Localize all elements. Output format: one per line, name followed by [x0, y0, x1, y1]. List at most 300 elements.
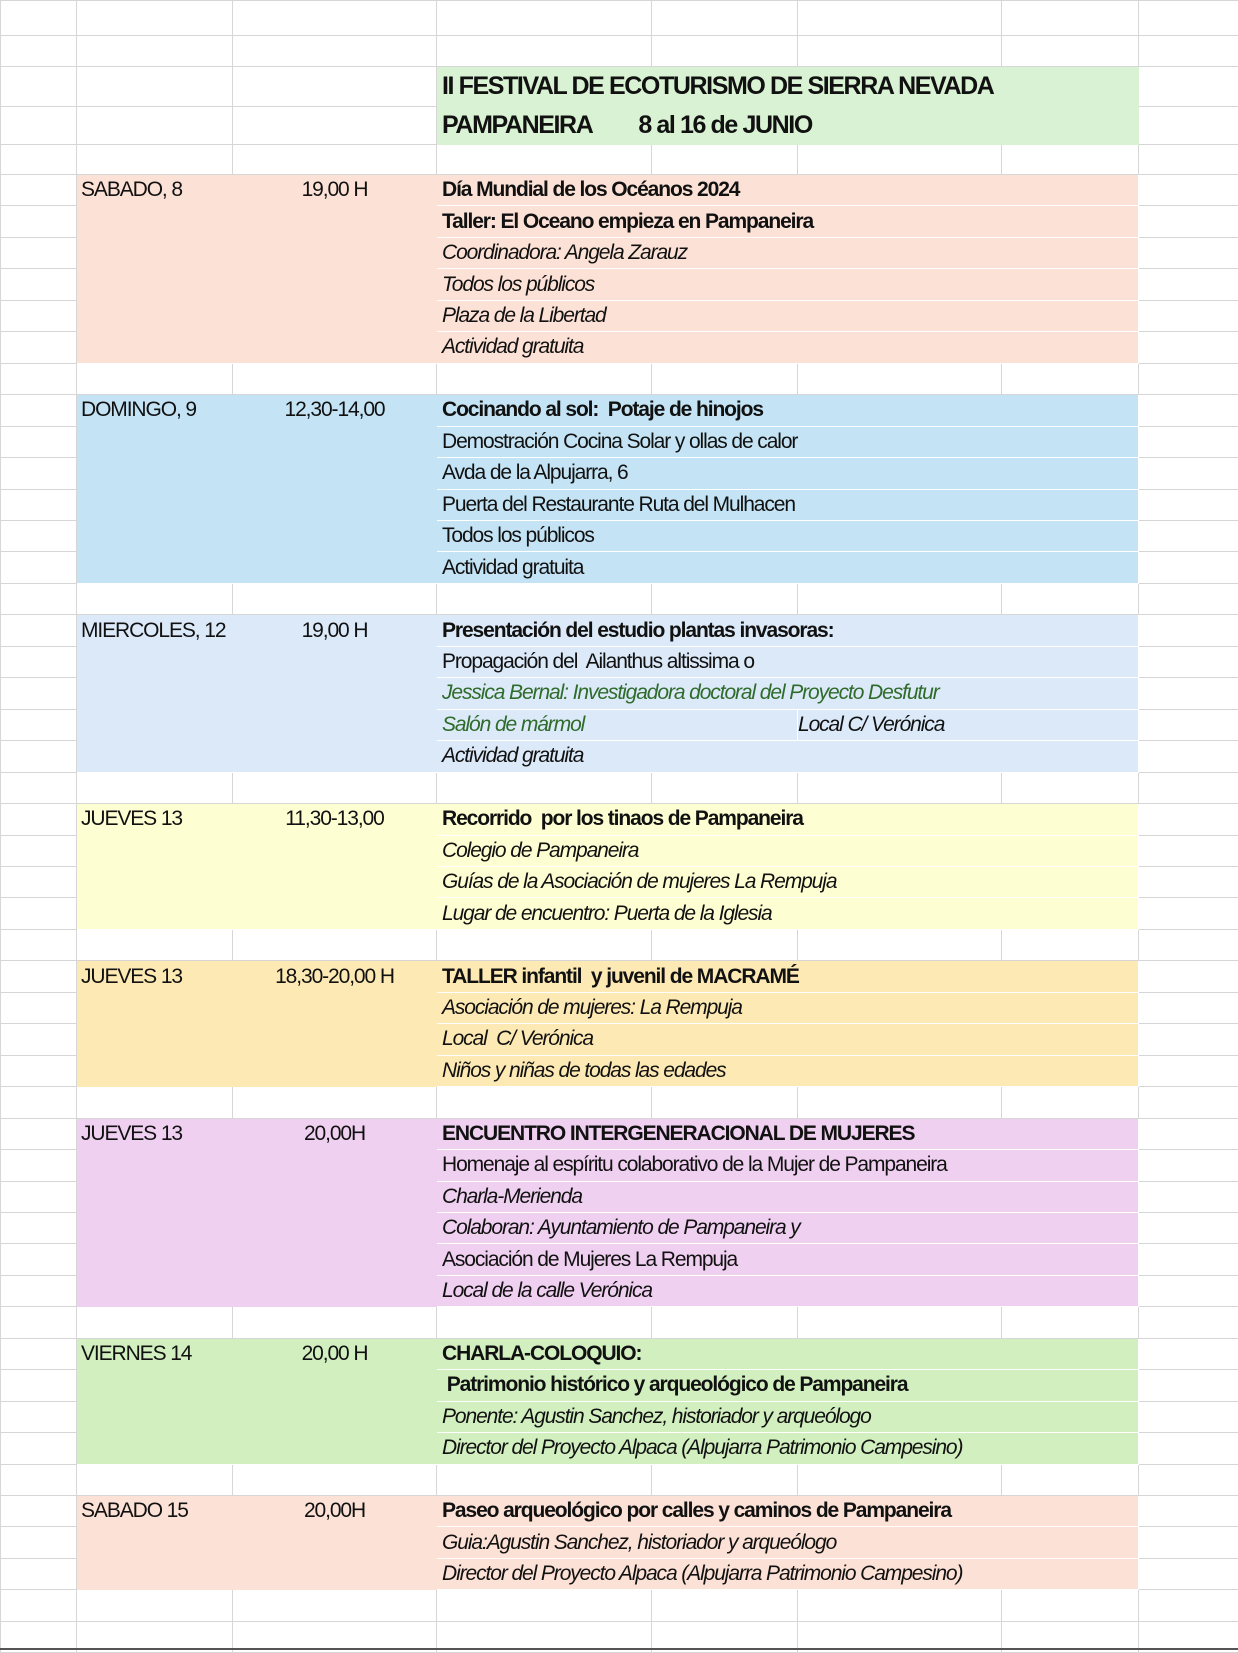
cell[interactable]: [798, 583, 1002, 614]
cell[interactable]: [1139, 804, 1238, 835]
event-time[interactable]: [233, 426, 437, 457]
event-day[interactable]: MIERCOLES, 12: [77, 615, 233, 646]
cell[interactable]: [1139, 835, 1238, 866]
event-time[interactable]: [233, 1275, 437, 1306]
event-day[interactable]: [77, 552, 233, 583]
cell[interactable]: [652, 1464, 798, 1495]
event-time[interactable]: [233, 866, 437, 897]
cell[interactable]: [233, 583, 437, 614]
cell[interactable]: [652, 36, 798, 67]
event-time[interactable]: [233, 332, 437, 363]
cell[interactable]: [1, 175, 77, 206]
festival-subtitle[interactable]: [437, 107, 1139, 145]
event-time[interactable]: 19,00 H: [233, 175, 437, 206]
cell[interactable]: [1, 898, 77, 929]
event-title[interactable]: Cocinando al sol: Potaje de hinojos: [437, 395, 1139, 426]
cell[interactable]: [1139, 678, 1238, 709]
cell[interactable]: [77, 145, 233, 175]
event-row: [1, 269, 1238, 300]
event-time[interactable]: [233, 898, 437, 929]
cell[interactable]: [1, 1212, 77, 1243]
cell[interactable]: [1, 615, 77, 646]
cell[interactable]: [1, 363, 77, 394]
cell[interactable]: [1139, 1087, 1238, 1118]
cell[interactable]: [1139, 426, 1238, 457]
cell[interactable]: [798, 772, 1002, 803]
cell[interactable]: [1, 395, 77, 426]
cell[interactable]: [233, 363, 437, 394]
cell[interactable]: [1, 1496, 77, 1527]
cell[interactable]: [1139, 145, 1238, 175]
cell[interactable]: [1, 1024, 77, 1055]
sheet-bottom-border: [0, 1648, 1238, 1650]
event-time[interactable]: 20,00 H: [233, 1338, 437, 1369]
cell[interactable]: [1, 1370, 77, 1401]
festival-title[interactable]: [437, 67, 1139, 107]
cell[interactable]: [1139, 866, 1238, 897]
event-day[interactable]: [77, 1401, 233, 1432]
cell[interactable]: [233, 1087, 437, 1118]
cell[interactable]: [77, 583, 233, 614]
cell[interactable]: [1002, 145, 1139, 175]
event-detail-line[interactable]: Actividad gratuita: [437, 741, 1139, 772]
event-day[interactable]: VIERNES 14: [77, 1338, 233, 1369]
cell[interactable]: [1002, 929, 1139, 960]
event-day[interactable]: [77, 898, 233, 929]
event-time[interactable]: [233, 1401, 437, 1432]
cell[interactable]: [1, 1, 77, 36]
cell[interactable]: [1139, 992, 1238, 1023]
cell[interactable]: [1139, 1307, 1238, 1338]
cell[interactable]: [652, 583, 798, 614]
cell[interactable]: [1139, 552, 1238, 583]
event-time[interactable]: [233, 237, 437, 268]
event-detail-line[interactable]: Actividad gratuita: [437, 552, 1139, 583]
cell[interactable]: [1, 520, 77, 551]
cell[interactable]: [1139, 1275, 1238, 1306]
cell[interactable]: [1139, 1, 1238, 36]
cell[interactable]: [437, 36, 652, 67]
event-day[interactable]: [77, 678, 233, 709]
cell[interactable]: [1, 709, 77, 740]
event-day[interactable]: SABADO, 8: [77, 175, 233, 206]
event-time[interactable]: [233, 1055, 437, 1086]
cell[interactable]: [1, 206, 77, 237]
event-day[interactable]: SABADO 15: [77, 1496, 233, 1527]
cell[interactable]: [1002, 1, 1139, 36]
cell[interactable]: [1, 237, 77, 268]
cell[interactable]: [1, 1558, 77, 1589]
cell[interactable]: [1139, 1118, 1238, 1149]
event-time[interactable]: 20,00H: [233, 1118, 437, 1149]
event-time[interactable]: 20,00H: [233, 1496, 437, 1527]
cell[interactable]: [1, 1181, 77, 1212]
cell[interactable]: [77, 36, 233, 67]
event-row: [1, 646, 1238, 677]
event-title[interactable]: Paseo arqueológico por calles y caminos de Pampaneira: [437, 1496, 1139, 1527]
cell[interactable]: [1, 552, 77, 583]
cell[interactable]: [1, 67, 77, 107]
event-day[interactable]: [77, 489, 233, 520]
cell[interactable]: [1, 1527, 77, 1558]
cell[interactable]: [1, 1433, 77, 1464]
cell[interactable]: [1139, 1150, 1238, 1181]
cell[interactable]: [1, 36, 77, 67]
event-time[interactable]: [233, 1370, 437, 1401]
cell[interactable]: [1002, 363, 1139, 394]
cell[interactable]: [1, 1401, 77, 1432]
cell[interactable]: [233, 929, 437, 960]
cell[interactable]: [1139, 489, 1238, 520]
event-day[interactable]: [77, 1527, 233, 1558]
cell[interactable]: [1002, 1087, 1139, 1118]
cell[interactable]: [1139, 1244, 1238, 1275]
event-time[interactable]: [233, 678, 437, 709]
cell[interactable]: [652, 145, 798, 175]
cell[interactable]: [437, 1307, 652, 1338]
cell[interactable]: [1, 1055, 77, 1086]
cell[interactable]: [1, 804, 77, 835]
event-day[interactable]: [77, 1181, 233, 1212]
event-detail-line[interactable]: Local C/ Verónica: [437, 1024, 1139, 1055]
event-detail-line[interactable]: Avda de la Alpujarra, 6: [437, 458, 1139, 489]
cell[interactable]: [1139, 1527, 1238, 1558]
cell[interactable]: [77, 1464, 233, 1495]
cell[interactable]: [1139, 395, 1238, 426]
event-row: [1, 1496, 1238, 1527]
cell[interactable]: [1, 1150, 77, 1181]
event-row: [1, 458, 1238, 489]
event-time[interactable]: [233, 1150, 437, 1181]
event-time[interactable]: [233, 1181, 437, 1212]
event-time[interactable]: [233, 992, 437, 1023]
event-row: [1, 804, 1238, 835]
cell[interactable]: [1139, 646, 1238, 677]
event-day[interactable]: [77, 992, 233, 1023]
cell[interactable]: [1139, 1181, 1238, 1212]
cell[interactable]: [652, 1307, 798, 1338]
cell[interactable]: [1139, 269, 1238, 300]
cell[interactable]: [1, 866, 77, 897]
event-detail-line[interactable]: Director del Proyecto Alpaca (Alpujarra Patrimonio Campesino): [437, 1433, 1139, 1464]
event-detail-line[interactable]: Homenaje al espíritu colaborativo de la Mujer de Pampaneira: [437, 1150, 1139, 1181]
event-time[interactable]: [233, 206, 437, 237]
cell[interactable]: [233, 1590, 437, 1621]
cell[interactable]: [1, 929, 77, 960]
event-detail-line[interactable]: Demostración Cocina Solar y ollas de calor: [437, 426, 1139, 457]
event-title[interactable]: Día Mundial de los Océanos 2024: [437, 175, 1139, 206]
cell[interactable]: [77, 1590, 233, 1621]
cell[interactable]: [1139, 520, 1238, 551]
cell[interactable]: [437, 1, 652, 36]
cell[interactable]: [1139, 961, 1238, 992]
event-day[interactable]: [77, 741, 233, 772]
event-day[interactable]: JUEVES 13: [77, 804, 233, 835]
cell[interactable]: [77, 1, 233, 36]
event-detail-line[interactable]: Taller: El Oceano empieza en Pampaneira: [437, 206, 1139, 237]
event-day[interactable]: [77, 520, 233, 551]
event-detail-line[interactable]: Actividad gratuita: [437, 332, 1139, 363]
cell[interactable]: [1139, 1338, 1238, 1369]
cell[interactable]: [1139, 175, 1238, 206]
event-detail-line[interactable]: Colaboran: Ayuntamiento de Pampaneira y: [437, 1212, 1139, 1243]
cell[interactable]: [437, 772, 652, 803]
cell[interactable]: [1002, 772, 1139, 803]
event-day[interactable]: DOMINGO, 9: [77, 395, 233, 426]
event-time[interactable]: [233, 552, 437, 583]
cell[interactable]: [1139, 67, 1238, 107]
event-detail-line[interactable]: Niños y niñas de todas las edades: [437, 1055, 1139, 1086]
event-detail-line[interactable]: Guías de la Asociación de mujeres La Rempuja: [437, 866, 1139, 897]
cell[interactable]: [1002, 1590, 1139, 1621]
event-day[interactable]: [77, 332, 233, 363]
cell[interactable]: [1139, 107, 1238, 145]
event-time[interactable]: [233, 489, 437, 520]
cell[interactable]: [798, 1307, 1002, 1338]
cell[interactable]: [77, 363, 233, 394]
cell[interactable]: [233, 772, 437, 803]
cell[interactable]: [1, 107, 77, 145]
cell[interactable]: [1002, 583, 1139, 614]
cell[interactable]: [1139, 36, 1238, 67]
cell[interactable]: [1, 741, 77, 772]
cell[interactable]: [233, 1307, 437, 1338]
cell[interactable]: [1, 332, 77, 363]
cell[interactable]: [77, 772, 233, 803]
cell[interactable]: [1139, 772, 1238, 803]
cell[interactable]: [1139, 1464, 1238, 1495]
event-day[interactable]: [77, 206, 233, 237]
event-detail-line[interactable]: Lugar de encuentro: Puerta de la Iglesia: [437, 898, 1139, 929]
event-day[interactable]: JUEVES 13: [77, 961, 233, 992]
cell[interactable]: [652, 929, 798, 960]
event-day[interactable]: [77, 1370, 233, 1401]
cell[interactable]: [1, 426, 77, 457]
event-title[interactable]: ENCUENTRO INTERGENERACIONAL DE MUJERES: [437, 1118, 1139, 1149]
event-time[interactable]: [233, 520, 437, 551]
event-day[interactable]: [77, 709, 233, 740]
event-time[interactable]: [233, 1558, 437, 1589]
cell[interactable]: [1139, 929, 1238, 960]
cell[interactable]: [798, 1087, 1002, 1118]
event-time[interactable]: [233, 1212, 437, 1243]
cell[interactable]: [652, 1087, 798, 1118]
cell[interactable]: [1, 1118, 77, 1149]
event-detail-line[interactable]: Plaza de la Libertad: [437, 300, 1139, 331]
cell[interactable]: [798, 1, 1002, 36]
cell[interactable]: [1, 300, 77, 331]
event-day[interactable]: [77, 866, 233, 897]
event-location[interactable]: Local C/ Verónica: [798, 709, 1139, 740]
cell[interactable]: [1139, 300, 1238, 331]
cell[interactable]: [1, 489, 77, 520]
event-detail-line[interactable]: Salón de mármol: [437, 709, 798, 740]
cell[interactable]: [652, 772, 798, 803]
cell[interactable]: [1002, 1464, 1139, 1495]
event-row: [1, 1181, 1238, 1212]
event-time[interactable]: 11,30-13,00: [233, 804, 437, 835]
cell[interactable]: [652, 363, 798, 394]
event-day[interactable]: [77, 1212, 233, 1243]
event-day[interactable]: [77, 835, 233, 866]
cell[interactable]: [1139, 741, 1238, 772]
cell[interactable]: [437, 1087, 652, 1118]
cell[interactable]: [1139, 615, 1238, 646]
cell[interactable]: [77, 67, 233, 107]
event-time[interactable]: [233, 269, 437, 300]
cell[interactable]: [652, 1, 798, 36]
cell[interactable]: [1139, 458, 1238, 489]
event-day[interactable]: [77, 1024, 233, 1055]
event-detail-line[interactable]: Colegio de Pampaneira: [437, 835, 1139, 866]
event-detail-line[interactable]: Director del Proyecto Alpaca (Alpujarra Patrimonio Campesino): [437, 1558, 1139, 1589]
event-detail-line[interactable]: Asociación de mujeres: La Rempuja: [437, 992, 1139, 1023]
cell[interactable]: [1, 1464, 77, 1495]
event-time[interactable]: [233, 1024, 437, 1055]
event-time[interactable]: [233, 1433, 437, 1464]
cell[interactable]: [1139, 237, 1238, 268]
cell[interactable]: [798, 36, 1002, 67]
cell[interactable]: [1, 772, 77, 803]
cell[interactable]: [1139, 1590, 1238, 1621]
cell[interactable]: [233, 107, 437, 145]
event-day[interactable]: [77, 1150, 233, 1181]
cell[interactable]: [1139, 206, 1238, 237]
event-detail-line[interactable]: Asociación de Mujeres La Rempuja: [437, 1244, 1139, 1275]
event-day[interactable]: [77, 237, 233, 268]
cell[interactable]: [798, 1590, 1002, 1621]
cell[interactable]: [1, 835, 77, 866]
event-detail-line[interactable]: Local de la calle Verónica: [437, 1275, 1139, 1306]
cell[interactable]: [1139, 1370, 1238, 1401]
event-row: [1, 678, 1238, 709]
event-time[interactable]: [233, 1244, 437, 1275]
cell[interactable]: [1, 1338, 77, 1369]
event-day[interactable]: [77, 426, 233, 457]
event-time[interactable]: [233, 741, 437, 772]
cell[interactable]: [437, 1464, 652, 1495]
cell[interactable]: [798, 1464, 1002, 1495]
cell[interactable]: [1139, 898, 1238, 929]
cell[interactable]: [1, 646, 77, 677]
cell[interactable]: [1139, 1558, 1238, 1589]
event-detail-line[interactable]: Todos los públicos: [437, 520, 1139, 551]
event-time[interactable]: [233, 709, 437, 740]
cell[interactable]: [437, 1590, 652, 1621]
cell[interactable]: [1139, 1401, 1238, 1432]
cell[interactable]: [233, 1464, 437, 1495]
cell[interactable]: [77, 1087, 233, 1118]
event-time[interactable]: [233, 1527, 437, 1558]
event-day[interactable]: [77, 1275, 233, 1306]
cell[interactable]: [798, 929, 1002, 960]
cell[interactable]: [233, 36, 437, 67]
event-day[interactable]: [77, 1433, 233, 1464]
event-detail-line[interactable]: Todos los públicos: [437, 269, 1139, 300]
cell[interactable]: [1, 992, 77, 1023]
cell[interactable]: [77, 1307, 233, 1338]
cell[interactable]: [437, 583, 652, 614]
event-day[interactable]: [77, 1244, 233, 1275]
cell[interactable]: [1, 678, 77, 709]
event-detail-line[interactable]: Propagación del Ailanthus altissima o: [437, 646, 1139, 677]
event-day[interactable]: JUEVES 13: [77, 1118, 233, 1149]
cell[interactable]: [1, 1087, 77, 1118]
event-day[interactable]: [77, 646, 233, 677]
event-detail-line[interactable]: Coordinadora: Angela Zarauz: [437, 237, 1139, 268]
event-title[interactable]: TALLER infantil y juvenil de MACRAMÉ: [437, 961, 1139, 992]
event-time[interactable]: 12,30-14,00: [233, 395, 437, 426]
cell[interactable]: [652, 1590, 798, 1621]
cell[interactable]: [1, 583, 77, 614]
event-detail-line[interactable]: Ponente: Agustin Sanchez, historiador y arqueólogo: [437, 1401, 1139, 1432]
cell[interactable]: [1139, 709, 1238, 740]
cell[interactable]: [437, 145, 652, 175]
cell[interactable]: [1002, 1307, 1139, 1338]
cell[interactable]: [1002, 36, 1139, 67]
cell[interactable]: [233, 67, 437, 107]
event-detail-line[interactable]: Guia:Agustin Sanchez, historiador y arqueólogo: [437, 1527, 1139, 1558]
cell[interactable]: [1, 1307, 77, 1338]
cell[interactable]: [233, 145, 437, 175]
event-time[interactable]: 19,00 H: [233, 615, 437, 646]
cell[interactable]: [1, 1244, 77, 1275]
cell[interactable]: [77, 929, 233, 960]
cell[interactable]: [1139, 363, 1238, 394]
event-row: [1, 1401, 1238, 1432]
cell[interactable]: [77, 107, 233, 145]
event-time[interactable]: [233, 646, 437, 677]
event-detail-line[interactable]: Puerta del Restaurante Ruta del Mulhacen: [437, 489, 1139, 520]
event-detail-line[interactable]: Charla-Merienda: [437, 1181, 1139, 1212]
event-detail-line[interactable]: Patrimonio histórico y arqueológico de Pampaneira: [437, 1370, 1139, 1401]
cell[interactable]: [1139, 1496, 1238, 1527]
event-detail-line[interactable]: Jessica Bernal: Investigadora doctoral del Proyecto Desfutur: [437, 678, 1139, 709]
cell[interactable]: [798, 363, 1002, 394]
event-day[interactable]: [77, 300, 233, 331]
cell[interactable]: [1139, 1024, 1238, 1055]
cell[interactable]: [233, 1, 437, 36]
event-title[interactable]: Presentación del estudio plantas invasoras:: [437, 615, 1139, 646]
event-day[interactable]: [77, 1055, 233, 1086]
event-day[interactable]: [77, 458, 233, 489]
event-row: [1, 520, 1238, 551]
cell[interactable]: [1, 145, 77, 175]
cell[interactable]: [1139, 1055, 1238, 1086]
event-time[interactable]: [233, 458, 437, 489]
cell[interactable]: [1139, 1212, 1238, 1243]
event-day[interactable]: [77, 1558, 233, 1589]
cell[interactable]: [1139, 1433, 1238, 1464]
event-time[interactable]: [233, 835, 437, 866]
event-time[interactable]: [233, 300, 437, 331]
event-row: [1, 395, 1238, 426]
event-time[interactable]: 18,30-20,00 H: [233, 961, 437, 992]
cell[interactable]: [1139, 583, 1238, 614]
event-title[interactable]: CHARLA-COLOQUIO:: [437, 1338, 1139, 1369]
cell[interactable]: [437, 929, 652, 960]
cell[interactable]: [1, 961, 77, 992]
cell[interactable]: [1139, 332, 1238, 363]
cell[interactable]: [1, 1590, 77, 1621]
event-title[interactable]: Recorrido por los tinaos de Pampaneira: [437, 804, 1139, 835]
cell[interactable]: [1, 1275, 77, 1306]
cell[interactable]: [1, 269, 77, 300]
cell[interactable]: [1, 458, 77, 489]
cell[interactable]: [798, 145, 1002, 175]
event-day[interactable]: [77, 269, 233, 300]
cell[interactable]: [437, 363, 652, 394]
